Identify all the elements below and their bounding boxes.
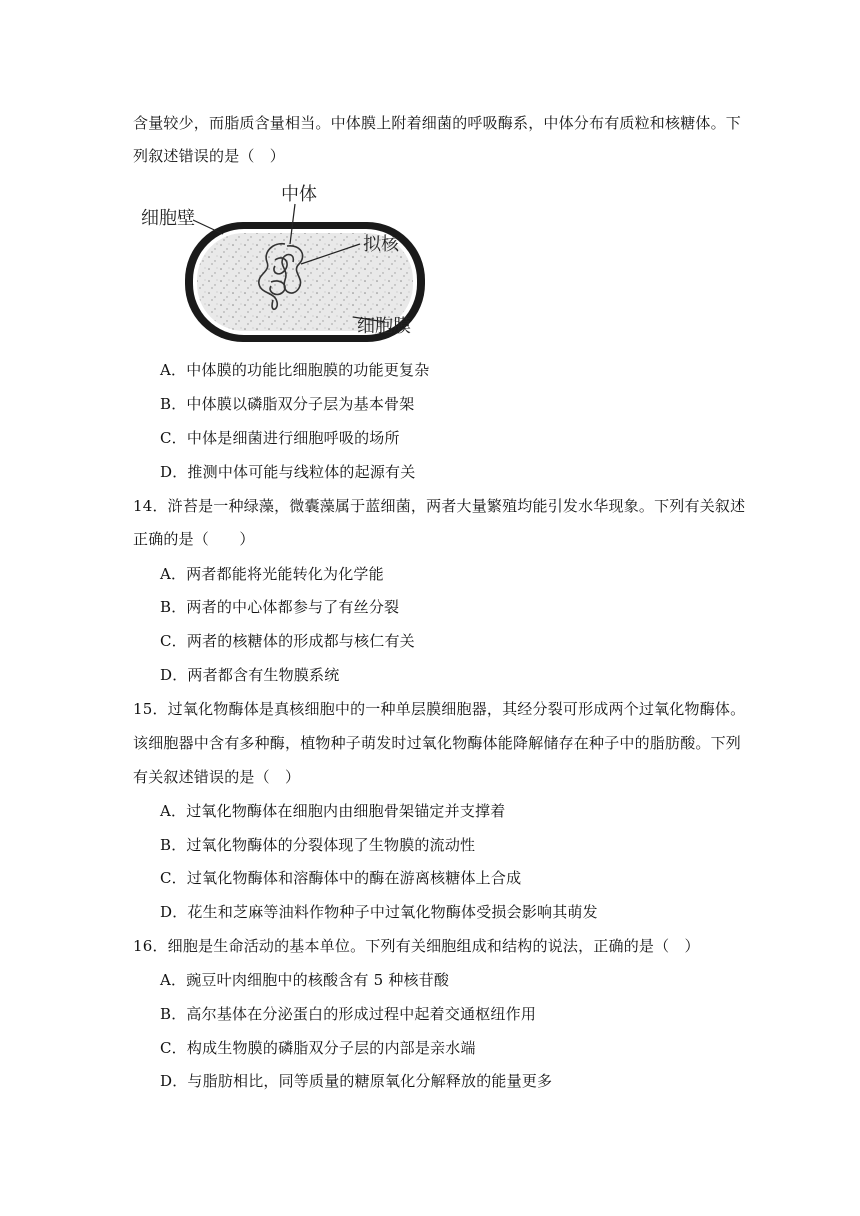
q14-option-c: C．两者的核糖体的形成都与核仁有关 xyxy=(160,632,415,650)
q14-stem-line1: 14．浒苔是一种绿藻，微囊藻属于蓝细菌，两者大量繁殖均能引发水华现象。下列有关叙述 xyxy=(133,497,746,515)
cell-membrane-label: 细胞膜 xyxy=(357,316,411,337)
q13-stem-line2: 列叙述错误的是（ ） xyxy=(133,147,286,165)
mesosome-label: 中体 xyxy=(281,184,317,205)
q15-option-b: B．过氧化物酶体的分裂体现了生物膜的流动性 xyxy=(160,836,476,854)
q13-option-d: D．推测中体可能与线粒体的起源有关 xyxy=(160,463,416,481)
q14-option-a: A．两者都能将光能转化为化学能 xyxy=(160,565,384,583)
q16-option-c: C．构成生物膜的磷脂双分子层的内部是亲水端 xyxy=(160,1039,476,1057)
q13-option-c: C．中体是细菌进行细胞呼吸的场所 xyxy=(160,429,400,447)
q13-option-a: A．中体膜的功能比细胞膜的功能更复杂 xyxy=(160,361,430,379)
q15-stem-line3: 有关叙述错误的是（ ） xyxy=(133,768,301,786)
q15-option-a: A．过氧化物酶体在细胞内由细胞骨架锚定并支撑着 xyxy=(160,802,506,820)
q15-stem-line1: 15．过氧化物酶体是真核细胞中的一种单层膜细胞器，其经分裂可形成两个过氧化物酶体。 xyxy=(133,700,746,718)
q13-stem-line1: 含量较少，而脂质含量相当。中体膜上附着细菌的呼吸酶系，中体分布有质粒和核糖体。下 xyxy=(133,114,742,132)
q16-option-a: A．豌豆叶肉细胞中的核酸含有 5 种核苷酸 xyxy=(160,971,450,989)
q16-option-d: D．与脂肪相比，同等质量的糖原氧化分解释放的能量更多 xyxy=(160,1072,553,1090)
cell-wall-label: 细胞壁 xyxy=(141,208,195,229)
cell-wall-leader xyxy=(193,220,223,234)
bacterium-mesosome-diagram xyxy=(135,182,435,347)
nucleoid-label: 拟核 xyxy=(363,234,399,255)
q14-stem-line2: 正确的是（ ） xyxy=(133,530,255,548)
q15-option-d: D．花生和芝麻等油料作物种子中过氧化物酶体受损会影响其萌发 xyxy=(160,903,598,921)
q13-option-b: B．中体膜以磷脂双分子层为基本骨架 xyxy=(160,395,415,413)
q14-option-d: D．两者都含有生物膜系统 xyxy=(160,666,340,684)
q14-option-b: B．两者的中心体都参与了有丝分裂 xyxy=(160,598,400,616)
q15-stem-line2: 该细胞器中含有多种酶，植物种子萌发时过氧化物酶体能降解储存在种子中的脂肪酸。下列 xyxy=(133,734,742,752)
q16-stem-line1: 16．细胞是生命活动的基本单位。下列有关细胞组成和结构的说法，正确的是（ ） xyxy=(133,937,700,955)
q16-option-b: B．高尔基体在分泌蛋白的形成过程中起着交通枢纽作用 xyxy=(160,1005,537,1023)
q15-option-c: C．过氧化物酶体和溶酶体中的酶在游离核糖体上合成 xyxy=(160,869,522,887)
